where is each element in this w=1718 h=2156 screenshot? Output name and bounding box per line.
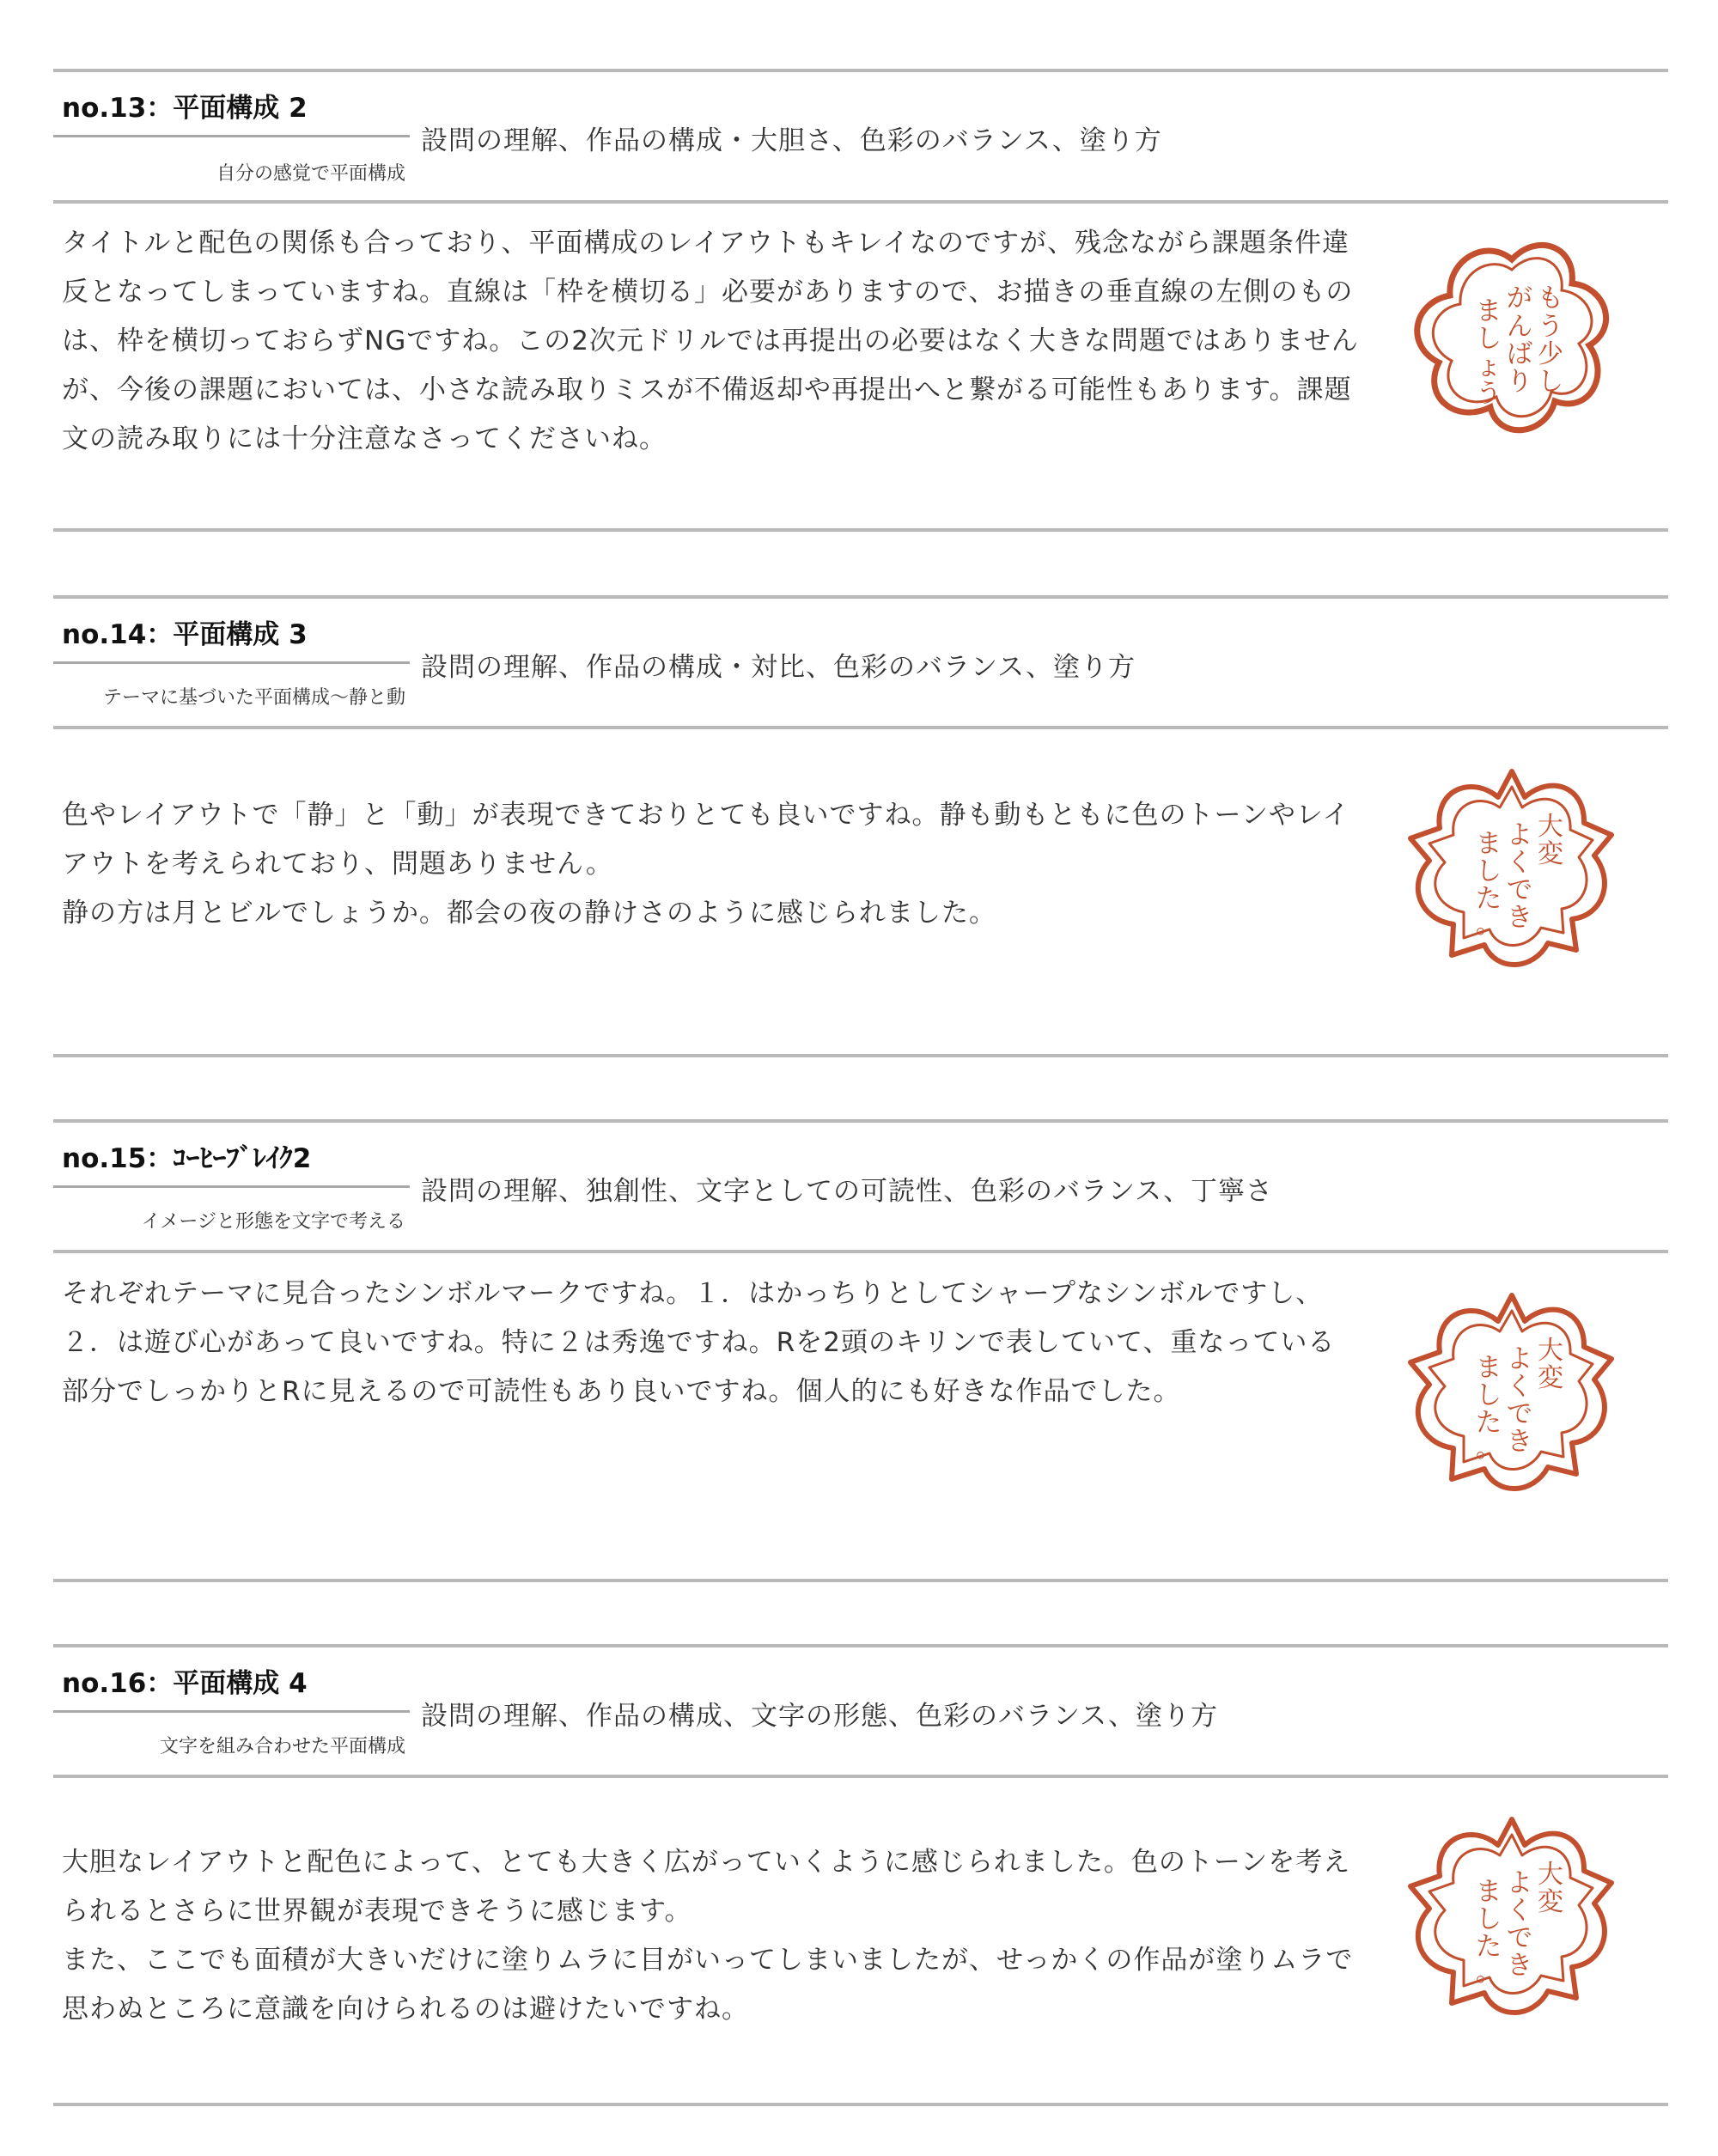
section-top-rule [53,69,1668,72]
svg-text:よ: よ [1507,1344,1532,1374]
svg-text:ょ: ょ [1476,351,1502,381]
subtitle-rule [53,661,410,664]
svg-text:た: た [1476,1408,1502,1438]
section-subtitle: テーマに基づいた平面構成〜静と動 [102,687,405,709]
svg-text:。: 。 [1476,910,1502,940]
svg-text:し: し [1476,1904,1502,1934]
section-bottom-rule [53,2103,1668,2106]
svg-text:し: し [1476,324,1502,354]
svg-text:ま: ま [1476,296,1502,326]
svg-text:き: き [1507,1427,1532,1457]
stamp-taihen-yoku-dekimashita-icon [1400,756,1624,979]
evaluation-criteria: 設問の理解、作品の構成・大胆さ、色彩のバランス、塗り方 [421,125,1162,156]
section-subtitle: 自分の感覚で平面構成 [216,163,405,185]
subtitle-rule [53,135,410,137]
svg-text:た: た [1476,1932,1502,1962]
comment-text [62,219,1359,464]
comment-text [62,1270,1359,1416]
svg-text:き: き [1507,1951,1532,1981]
stamp-taihen-yoku-dekimashita-icon [1400,1280,1624,1503]
section-title: no.16：平面構成 4 [62,1668,308,1699]
evaluation-criteria: 設問の理解、作品の構成・対比、色彩のバランス、塗り方 [421,652,1136,683]
svg-text:し: し [1538,367,1563,397]
svg-text:ま: ま [1476,829,1502,859]
svg-text:変: 変 [1538,1887,1563,1917]
section-header-rule [53,1250,1668,1253]
comment-paragraph: 静の方は月とビルでしょうか。都会の夜の静けさのように感じられました。 [62,898,996,929]
stamp-ganbarimashou-icon [1400,225,1624,448]
section-title: no.14：平面構成 3 [62,619,308,650]
section-top-rule [53,1119,1668,1123]
svg-text:ん: ん [1507,312,1532,342]
svg-text:き: き [1507,903,1532,933]
svg-text:た: た [1476,884,1502,914]
svg-text:ま: ま [1476,1353,1502,1383]
svg-text:大: 大 [1538,1860,1563,1890]
svg-text:り: り [1507,367,1532,397]
plum-stamp-svg [1400,225,1624,448]
section-top-rule [53,595,1668,599]
svg-text:し: し [1476,856,1502,886]
section-bottom-rule [53,1054,1668,1057]
svg-text:よ: よ [1507,1868,1532,1898]
evaluation-criteria: 設問の理解、作品の構成、文字の形態、色彩のバランス、塗り方 [421,1701,1218,1732]
comment-text [62,1838,1359,2034]
svg-text:ま: ま [1476,1877,1502,1907]
section-title: no.15：ｺｰﾋｰﾌﾞﾚｲｸ2 [62,1143,312,1174]
section-top-rule [53,1644,1668,1647]
svg-text:大: 大 [1538,812,1563,842]
comment-text [62,791,1359,938]
svg-text:く: く [1507,848,1532,878]
svg-text:よ: よ [1507,820,1532,850]
svg-text:。: 。 [1476,1958,1502,1988]
comment-paragraph: 色やレイアウトで「静」と「動」が表現できておりとても良いですね。静も動もともに色のトーンやレイアウトを考えられており、問題ありません。 [62,800,1350,880]
section-header-rule [53,726,1668,729]
comment-paragraph: 大胆なレイアウトと配色によって、とても大きく広がっていくように感じられました。色のトーンを考えられるとさらに世界観が表現できそうに感じます。 [62,1847,1351,1927]
svg-text:く: く [1507,1896,1532,1926]
svg-text:変: 変 [1538,839,1563,869]
svg-text:少: 少 [1538,339,1563,369]
stamp-taihen-yoku-dekimashita-icon [1400,1804,1624,2027]
svg-text:で: で [1507,1399,1532,1429]
subtitle-rule [53,1710,410,1713]
svg-text:く: く [1507,1372,1532,1402]
svg-text:が: が [1507,283,1532,314]
section-bottom-rule [53,528,1668,532]
comment-paragraph: それぞれテーマに見合ったシンボルマークですね。１．はかっちりとしてシャープなシンボルですし、２．は遊び心があって良いですね。特に２は秀逸ですね。Rを2頭のキリンで表していて、重なっている部分でしっかりとRに見えるので可読性もあり良いですね。個人的にも好きな作品でした。 [62,1278,1336,1407]
comment-paragraph: また、ここでも面積が大きいだけに塗りムラに目がいってしまいましたが、せっかくの作品が塗りムラで思わぬところに意識を向けられるのは避けたいですね。 [62,1945,1354,2025]
section-subtitle: イメージと形態を文字で考える [141,1211,405,1233]
section-header-rule [53,200,1668,204]
evaluation-criteria: 設問の理解、独創性、文字としての可読性、色彩のバランス、丁寧さ [421,1176,1273,1207]
svg-text:も: も [1538,283,1563,314]
svg-text:し: し [1476,1380,1502,1410]
svg-text:で: で [1507,1923,1532,1953]
cherry-stamp-svg [1400,1804,1624,2027]
subtitle-rule [53,1185,410,1188]
svg-text:大: 大 [1538,1336,1563,1366]
svg-text:う: う [1476,379,1502,409]
section-subtitle: 文字を組み合わせた平面構成 [159,1736,405,1757]
comment-paragraph: タイトルと配色の関係も合っており、平面構成のレイアウトもキレイなのですが、残念ながら課題条件違反となってしまっていますね。直線は「枠を横切る」必要がありますので、お描きの垂直線の左側のものは、枠を横切っておらずNGですね。この2次元ドリルでは再提出の必要はなく大きな問題ではありませんが、今後の課題においては、小さな読み取りミスが不備返却や再提出へと繋がる可能性もあります。課題文の読み取りには十分注意なさってくださいね。 [62,228,1359,454]
svg-text:ば: ば [1507,339,1532,369]
svg-text:変: 変 [1538,1363,1563,1393]
svg-text:。: 。 [1476,1434,1502,1464]
cherry-stamp-svg [1400,756,1624,979]
section-header-rule [53,1775,1668,1778]
svg-text:う: う [1538,312,1563,342]
svg-text:で: で [1507,875,1532,905]
cherry-stamp-svg [1400,1280,1624,1503]
section-title: no.13：平面構成 2 [62,93,308,124]
section-bottom-rule [53,1579,1668,1582]
